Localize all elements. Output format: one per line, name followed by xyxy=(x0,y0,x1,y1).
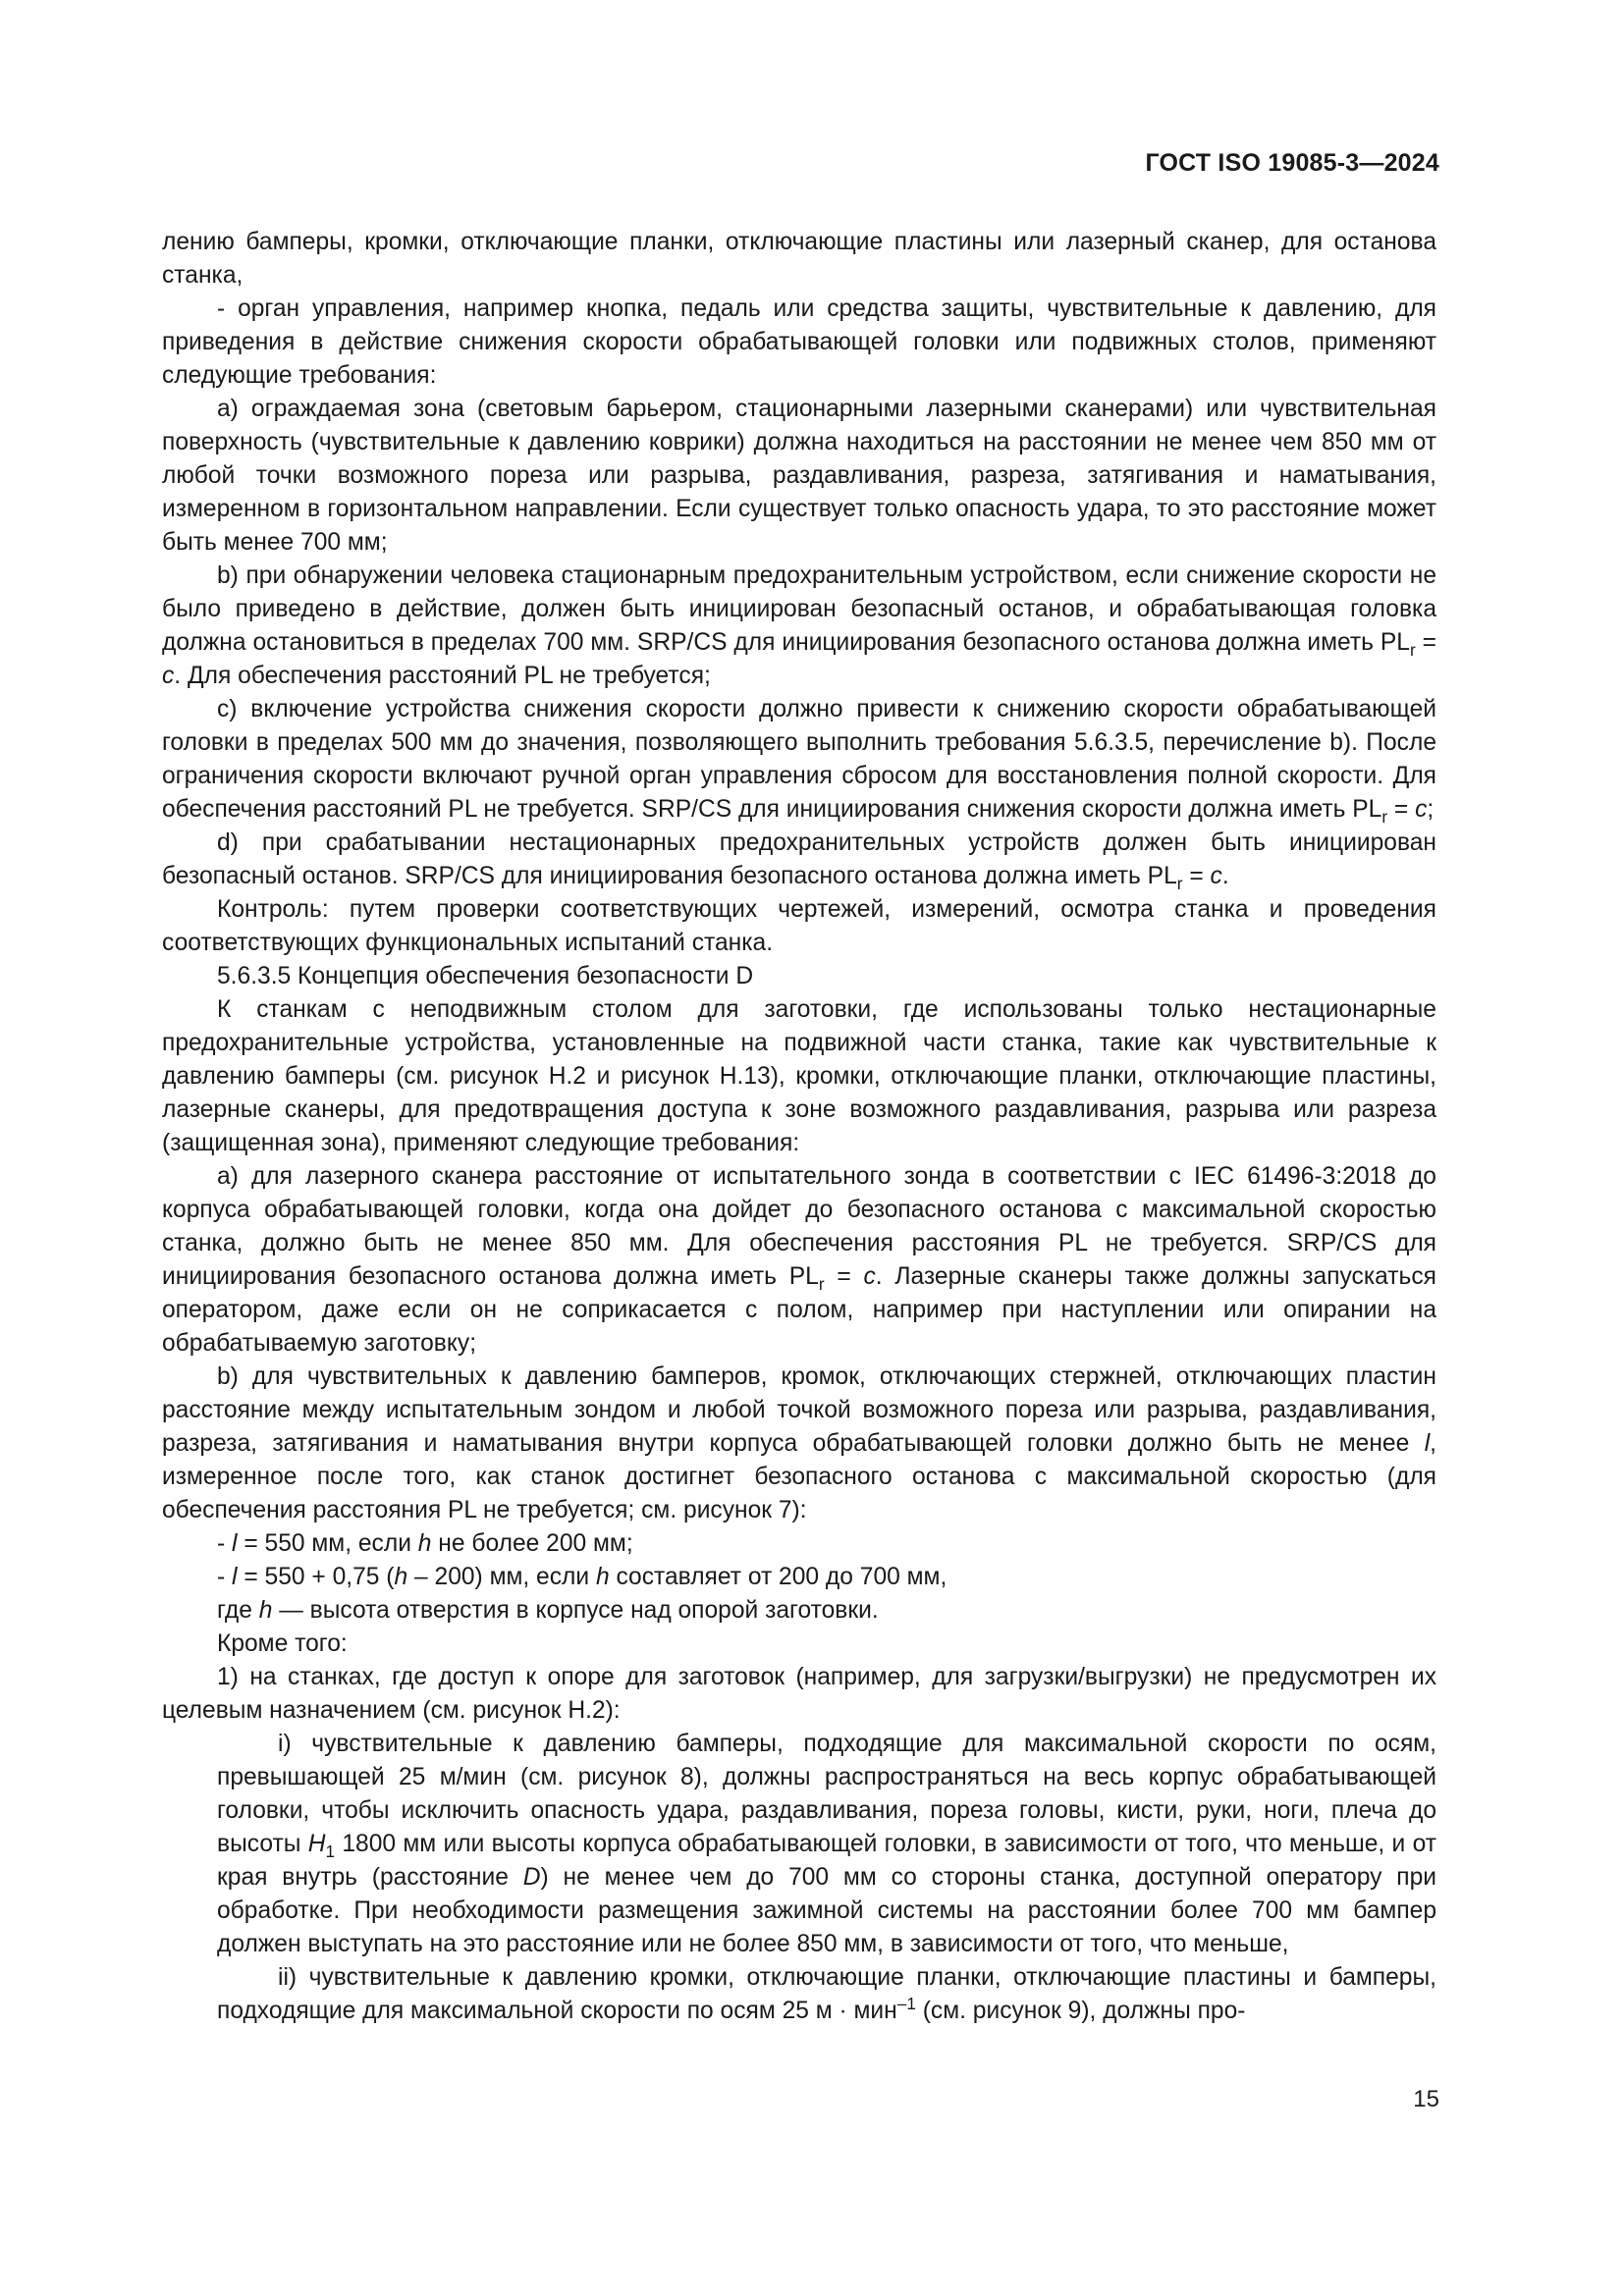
superscript: –1 xyxy=(896,1993,916,2013)
text-run: = xyxy=(824,1263,864,1290)
sub-item-ii xyxy=(162,1961,1436,2028)
text-run: — высота отверстия в корпусе над опорой заготовки. xyxy=(272,1597,879,1624)
italic-run: l xyxy=(232,1530,238,1557)
text-run: - xyxy=(217,1564,233,1590)
text-run: (см. рисунок 9), должны про- xyxy=(915,1998,1246,2024)
definition-line xyxy=(162,1594,1436,1628)
text-run: а) для лазерного сканера расстояние от испытательного зонда в соответствии с IEC 61496-3:2018 до корпуса обрабатывающей головки, когда она дойдет до безопасного останова с максимальной скоростью станка, должно быть не менее 850 мм. Для обеспечения расстояния PL не требуется. SRP/CS для инициирования безопасного останова должна иметь PL xyxy=(162,1163,1436,1290)
italic-run: c xyxy=(863,1263,876,1290)
subscript: r xyxy=(818,1273,825,1294)
text-run: = xyxy=(1415,629,1436,656)
text-run: . xyxy=(1221,863,1229,889)
text-run: составляет от 200 до 700 мм, xyxy=(609,1564,947,1590)
text-run: не более 200 мм; xyxy=(431,1530,633,1557)
text-run: = xyxy=(1182,863,1211,889)
text-run: = 550 + 0,75 ( xyxy=(237,1564,395,1590)
italic-run: h xyxy=(595,1564,610,1590)
italic-run: h xyxy=(258,1597,273,1624)
text-run: где xyxy=(217,1597,259,1624)
paragraph: - орган управления, например кнопка, педаль или средства защиты, чувствительные к давлению, для приведения в действие снижения скорости обрабатывающей головки или подвижных столов, применяют следующие требования: xyxy=(162,295,1436,389)
italic-run: h xyxy=(394,1564,408,1590)
subscript: r xyxy=(1176,873,1183,893)
text-run: – 200) мм, если xyxy=(407,1564,596,1590)
subscript: r xyxy=(1409,639,1416,660)
text-run: ; xyxy=(1427,796,1435,823)
text-run: ) не менее чем до 700 мм со стороны станка, доступной оператору при обработке. При необходимости размещения зажимной системы на расстоянии более 700 мм бампер должен выступать на это расстояние или не более 850 мм, в зависимости от того, что меньше, xyxy=(217,1864,1436,1957)
subscript: r xyxy=(1381,806,1388,827)
text-run: - xyxy=(217,1530,233,1557)
text-run: i) чувствительные к давлению бамперы, подходящие для максимальной скорости по осям, превышающей 25 м/мин (см. рисунок 8), должны распространяться на весь корпус обрабатывающей головки, чтобы исключить опасность удара, раздавливания, пореза головы, кисти, руки, ноги, плеча до высоты xyxy=(217,1731,1436,1857)
text-run: 1800 мм или высоты корпуса обрабатывающей головки, в зависимости от того, что меньше, и от края внутрь (расстояние xyxy=(217,1831,1436,1891)
text-run: c) включение устройства снижения скорости должно привести к снижению скорости обрабатывающей головки в пределах 500 мм до значения, позволяющего выполнить требования 5.6.3.5, перечисление b). После ограничения скорости включают ручной орган управления сбросом для восстановления полной скорости. Для обеспечения расстояний PL не требуется. SRP/CS для инициирования снижения скорости должна иметь PL xyxy=(162,696,1436,823)
list-item-b xyxy=(162,560,1436,693)
page-number: 15 xyxy=(1413,2086,1439,2112)
text-run: b) при обнаружении человека стационарным предохранительным устройством, если снижение скорости не было приведено в действие, должен быть инициирован безопасный останов, и обрабатывающая головка должна остановиться в пределах 700 мм. SRP/CS для инициирования безопасного останова должна иметь PL xyxy=(162,562,1436,656)
text-run: b) для чувствительных к давлению бамперов, кромок, отключающих стержней, отключающих пластин расстояние между испытательным зондом и любой точкой возможного пореза или разрыва, раздавливания, разреза, затягивания и наматывания внутри корпуса обрабатывающей головки должно быть не менее xyxy=(162,1363,1436,1457)
list-item-b xyxy=(162,1361,1436,1527)
text-run: . Лазерные сканеры также должны запускаться оператором, даже если он не соприкасается с полом, например при наступлении или опирании на обрабатываемую заготовку; xyxy=(162,1263,1436,1357)
control-paragraph: Контроль: путем проверки соответствующих чертежей, измерений, осмотра станка и проведения соответствующих функциональных испытаний станка. xyxy=(162,896,1436,956)
sub-item-i xyxy=(162,1728,1436,1961)
formula-line xyxy=(162,1561,1436,1594)
list-item-d xyxy=(162,827,1436,893)
italic-run: c xyxy=(1415,796,1428,823)
text-run: . Для обеспечения расстояний PL не требуется; xyxy=(174,663,711,689)
italic-run: l xyxy=(1424,1430,1431,1457)
document-header: ГОСТ ISO 19085-3—2024 xyxy=(1145,149,1439,177)
text-run: , измеренное после того, как станок достигнет безопасного останова с максимальной скоростью (для обеспечения расстояния PL не требуется; см. рисунок 7): xyxy=(162,1430,1436,1523)
text-run: d) при срабатывании нестационарных предохранительных устройств должен быть инициирован безопасный останов. SRP/CS для инициирования безопасного останова должна иметь PL xyxy=(162,829,1436,889)
italic-run: H xyxy=(307,1831,326,1857)
italic-run: h xyxy=(417,1530,432,1557)
section-heading: 5.6.3.5 Концепция обеспечения безопасности D xyxy=(217,963,754,989)
subscript: 1 xyxy=(325,1841,336,1861)
list-item-c xyxy=(162,693,1436,827)
list-item-a: а) ограждаемая зона (световым барьером, стационарными лазерными сканерами) или чувствительная поверхность (чувствительные к давлению коврики) должна находиться на расстоянии не менее чем 850 мм от любой точки возможного пореза или разрыва, раздавливания, разреза, затягивания и наматывания, измеренном в горизонтальном направлении. Если существует только опасность удара, то это расстояние может быть менее 700 мм; xyxy=(162,396,1436,556)
italic-run: c xyxy=(1210,863,1222,889)
italic-run: l xyxy=(232,1564,238,1590)
paragraph: К станкам с неподвижным столом для заготовки, где использованы только нестационарные предохранительные устройства, установленные на подвижной части станка, такие как чувствительные к давлению бамперы (см. рисунок Н.2 и рисунок Н.13), кромки, отключающие планки, отключающие пластины, лазерные сканеры, для предотвращения доступа к зоне возможного раздавливания, разрыва или разреза (защищенная зона), применяют следующие требования: xyxy=(162,996,1436,1156)
text-run: ii) чувствительные к давлению кромки, отключающие планки, отключающие пластины и бамперы, подходящие для максимальной скорости по осям 25 м · мин xyxy=(217,1964,1436,2024)
paragraph: Кроме того: xyxy=(217,1630,348,1657)
document-body xyxy=(162,226,1436,2028)
text-run: = xyxy=(1387,796,1416,823)
paragraph: лению бамперы, кромки, отключающие планки, отключающие пластины или лазерный сканер, для останова станка, xyxy=(162,229,1436,289)
italic-run: c xyxy=(162,663,175,689)
formula-line xyxy=(162,1527,1436,1561)
italic-run: D xyxy=(522,1864,541,1891)
text-run: = 550 мм, если xyxy=(237,1530,418,1557)
list-item-1: 1) на станках, где доступ к опоре для заготовок (например, для загрузки/выгрузки) не предусмотрен их целевым назначением (см. рисунок Н.2): xyxy=(162,1664,1436,1724)
list-item-a xyxy=(162,1160,1436,1361)
